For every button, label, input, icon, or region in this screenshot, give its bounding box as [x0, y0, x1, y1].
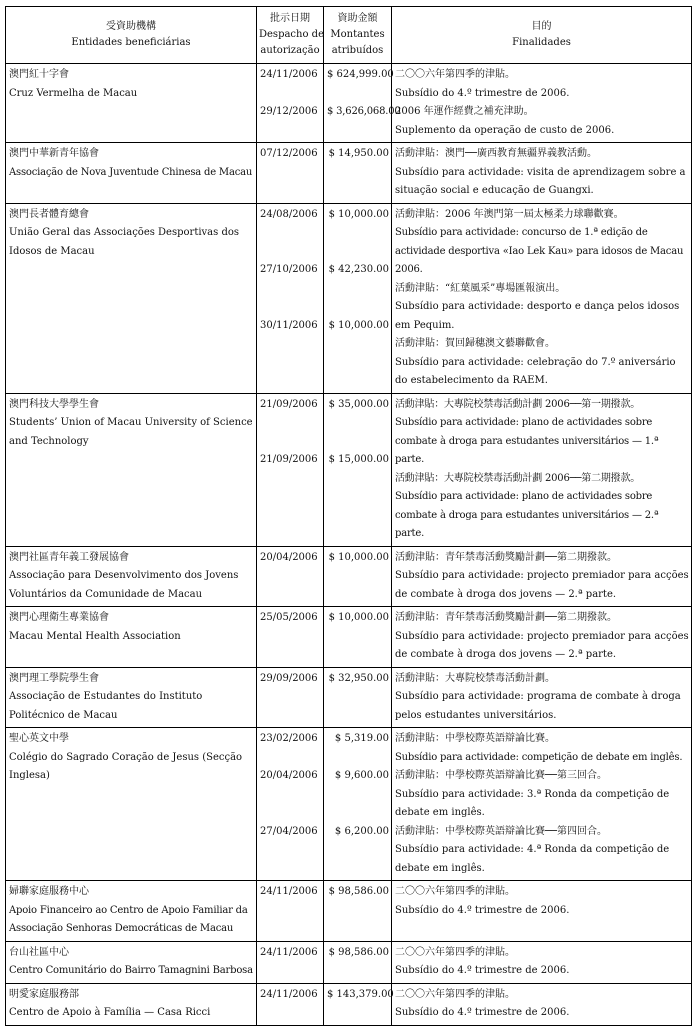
header-purpose-pt: Finalidades: [512, 37, 571, 48]
table-row: [6, 983, 692, 1025]
purpose-pt: Subsídio para actividade: 4.ª Ronda da competição de debate em inglês.: [395, 844, 670, 874]
date-cell: [257, 941, 324, 983]
table-row: [6, 607, 692, 668]
purpose-cell: [392, 607, 692, 668]
grants-table: [5, 6, 692, 1026]
purpose-pt: Subsídio do 4.º trimestre de 2006.: [395, 1007, 570, 1018]
date-cell: [257, 143, 324, 204]
amount-cell: [324, 546, 392, 607]
entity-cell: [6, 607, 257, 668]
purpose-pt: Subsídio para actividade: projecto premiador para acções de combate à droga dos jovens — 2.ª parte.: [395, 630, 689, 660]
purpose-cell: [392, 546, 692, 607]
table-header-row: [6, 7, 692, 64]
date-cell: [257, 546, 324, 607]
amount-cell: [324, 607, 392, 668]
grant-amount: $ 10,000.00: [328, 319, 389, 331]
grant-amount: $ 15,000.00: [328, 454, 389, 465]
grant-date: 21/09/2006: [260, 454, 318, 465]
header-amount: [324, 7, 392, 64]
entity-pt: Centro de Apoio à Família — Casa Ricci: [9, 1007, 211, 1018]
entity-pt: Associação para Desenvolvimento dos Jovens Voluntários da Comunidade de Macau: [9, 570, 239, 600]
amount-cell: [324, 728, 392, 881]
date-cell: [257, 667, 324, 728]
purpose-zh: 活動津貼：青年禁毒活動獎勵計劃──第二期撥款。: [395, 612, 618, 623]
table-row: [6, 393, 692, 546]
entity-pt: Associação de Estudantes do Instituto Politécnico de Macau: [9, 691, 203, 721]
amount-cell: [324, 64, 401, 143]
purpose-cell: [392, 881, 692, 942]
date-cell: [257, 881, 324, 942]
entity-zh: 台山社區中心: [9, 946, 69, 958]
header-date-zh: 批示日期: [270, 13, 310, 24]
entity-pt: União Geral das Associações Desportivas dos Idosos de Macau: [9, 227, 240, 257]
entity-cell: [6, 203, 257, 393]
grant-amount: $ 42,230.00: [328, 264, 389, 275]
purpose-cell: [392, 728, 692, 881]
purpose-zh: 活動津貼：大專院校禁毒活動計劃。: [395, 672, 555, 684]
amount-cell: [324, 941, 392, 983]
header-entity-pt: Entidades beneficiárias: [71, 37, 191, 48]
entity-zh: 澳門社區青年義工發展協會: [9, 551, 129, 563]
purpose-zh: 活動津貼：中學校際英語辯論比賽──第四回合。: [395, 825, 608, 837]
date-cell: [257, 607, 324, 668]
grant-date: 27/10/2006: [260, 264, 318, 275]
entity-cell: [6, 143, 257, 204]
amount-cell: [324, 983, 392, 1025]
entity-cell: [6, 546, 257, 607]
purpose-cell: [392, 203, 692, 393]
entity-cell: [6, 941, 257, 983]
entity-cell: [6, 881, 257, 942]
table-row: [6, 941, 692, 983]
purpose-pt: Subsídio para actividade: programa de combate à droga pelos estudantes universitários.: [395, 691, 681, 721]
purpose-pt: Subsídio do 4.º trimestre de 2006.: [395, 904, 570, 916]
purpose-zh: 活動津貼：“紅葉風采”專場匯報演出。: [395, 282, 566, 294]
purpose-cell: [392, 983, 692, 1025]
purpose-cell: [392, 393, 692, 546]
header-date-pt-2: autorização: [260, 45, 320, 56]
grant-amount: $ 98,586.00: [328, 886, 389, 897]
purpose-zh: 二〇〇六年第四季的津貼。: [395, 886, 515, 897]
purpose-cell: [392, 64, 692, 143]
purpose-pt: Subsídio do 4.º trimestre de 2006.: [395, 87, 570, 99]
purpose-pt: Subsídio para actividade: concurso de 1.ª edição de actividade desportiva «Iao Lek Kau» para idosos de Macau 2006.: [395, 227, 684, 275]
grant-amount: $ 10,000.00: [328, 612, 389, 623]
purpose-pt: Subsídio do 4.º trimestre de 2006.: [395, 965, 570, 976]
grant-date: 30/11/2006: [260, 319, 318, 331]
grant-date: 24/11/2006: [260, 946, 318, 958]
purpose-pt: Subsídio para actividade: plano de actividades sobre combate à droga para estudantes universitários — 2.ª parte.: [395, 491, 659, 539]
header-entity-zh: 受資助機構: [106, 21, 156, 32]
amount-cell: [324, 203, 392, 393]
table-row: [6, 64, 692, 143]
grant-amount: $ 32,950.00: [328, 672, 389, 684]
grant-date: 27/04/2006: [260, 825, 318, 837]
grant-date: 23/02/2006: [260, 733, 318, 744]
purpose-zh: 活動津貼：大專院校禁毒活動計劃 2006──第二期撥款。: [395, 472, 641, 484]
entity-pt: Macau Mental Health Association: [9, 630, 181, 642]
entity-pt: Students’ Union of Macau University of Science and Technology: [9, 417, 253, 447]
entity-zh: 澳門科技大學學生會: [9, 398, 99, 410]
entity-cell: [6, 983, 257, 1025]
purpose-zh: 二〇〇六年第四季的津貼。: [395, 988, 515, 1000]
grant-date: 24/11/2006: [260, 988, 318, 1000]
entity-pt: Centro Comunitário do Bairro Tamagnini Barbosa: [9, 965, 253, 976]
table-row: [6, 728, 692, 881]
purpose-pt: Subsídio para actividade: celebração do 7.º aniversário do estabelecimento da RAEM.: [395, 356, 676, 386]
purpose-pt: Subsídio para actividade: 3.ª Ronda da competição de debate em inglês.: [395, 788, 670, 818]
header-date-pt-1: Despacho de: [259, 29, 324, 40]
purpose-cell: [392, 143, 692, 204]
purpose-pt: Subsídio para actividade: projecto premiador para acções de combate à droga dos jovens — 2.ª parte.: [395, 570, 689, 600]
entity-zh: 聖心英文中學: [9, 733, 69, 744]
grant-amount: $ 10,000.00: [328, 208, 389, 220]
grant-date: 20/04/2006: [260, 770, 318, 781]
date-cell: [257, 64, 324, 143]
grant-amount: $ 5,319.00: [334, 733, 389, 744]
grant-amount: $ 10,000.00: [328, 551, 389, 563]
purpose-zh: 2006 年運作經費之補充津助。: [395, 106, 534, 117]
date-cell: [257, 393, 324, 546]
purpose-cell: [392, 667, 692, 728]
amount-cell: [324, 143, 392, 204]
date-cell: [257, 983, 324, 1025]
purpose-zh: 活動津貼：大專院校禁毒活動計劃 2006──第一期撥款。: [395, 398, 641, 410]
amount-cell: [324, 881, 392, 942]
table-row: [6, 546, 692, 607]
grant-amount: $ 6,200.00: [334, 825, 389, 837]
purpose-zh: 活動津貼：中學校際英語辯論比賽。: [395, 733, 555, 744]
table-row: [6, 667, 692, 728]
header-amount-pt-1: Montantes: [330, 29, 385, 40]
purpose-zh: 活動津貼：2006 年澳門第一屆太極柔力球聯歡賽。: [395, 208, 624, 220]
grant-amount: $ 35,000.00: [328, 398, 389, 410]
header-entity: [6, 7, 257, 64]
grant-amount: $ 14,950.00: [328, 148, 389, 159]
header-date: [257, 7, 324, 64]
grant-amount: $ 9,600.00: [334, 770, 389, 781]
entity-zh: 澳門紅十字會: [9, 69, 69, 80]
grant-date: 20/04/2006: [260, 551, 318, 563]
amount-cell: [324, 393, 392, 546]
header-purpose-zh: 目的: [531, 21, 552, 32]
grant-date: 24/11/2006: [260, 886, 318, 897]
purpose-zh: 二〇〇六年第四季的津貼。: [395, 946, 515, 958]
entity-pt: Associação de Nova Juventude Chinesa de Macau: [9, 166, 253, 178]
purpose-pt: Subsídio para actividade: plano de actividades sobre combate à droga para estudantes universitários — 1.ª parte.: [395, 417, 659, 465]
grant-amount: $ 624,999.00: [327, 69, 394, 80]
grant-date: 29/12/2006: [260, 106, 318, 117]
entity-cell: [6, 667, 257, 728]
table-row: [6, 203, 692, 393]
grant-amount: $ 143,379.00: [327, 988, 394, 1000]
date-cell: [257, 203, 324, 393]
purpose-zh: 二〇〇六年第四季的津貼。: [395, 69, 515, 80]
grant-date: 24/11/2006: [260, 69, 318, 80]
date-cell: [257, 728, 324, 881]
entity-cell: [6, 728, 257, 881]
table-row: [6, 143, 692, 204]
purpose-pt: Subsídio para actividade: competição de debate em inglês.: [395, 751, 683, 763]
header-amount-pt-2: atribuídos: [331, 45, 384, 56]
entity-cell: [6, 64, 257, 143]
purpose-zh: 活動津貼：中學校際英語辯論比賽──第三回合。: [395, 770, 608, 781]
purpose-zh: 活動津貼：賀回歸穗澳文藝聯歡會。: [395, 338, 555, 349]
grant-date: 21/09/2006: [260, 398, 318, 410]
entity-cell: [6, 393, 257, 546]
header-purpose: [392, 7, 692, 64]
purpose-pt: Suplemento da operação de custo de 2006.: [395, 124, 615, 136]
entity-zh: 澳門長者體育總會: [9, 208, 89, 220]
entity-pt: Cruz Vermelha de Macau: [9, 87, 138, 99]
entity-zh: 澳門中華新青年協會: [9, 148, 99, 159]
purpose-zh: 活動津貼：澳門──廣西教育無疆界義教活動。: [395, 148, 598, 159]
table-row: [6, 881, 692, 942]
grant-amount: $ 98,586.00: [328, 946, 389, 958]
entity-zh: 澳門理工學院學生會: [9, 672, 99, 684]
grant-date: 29/09/2006: [260, 672, 318, 684]
grant-date: 25/05/2006: [260, 612, 318, 623]
purpose-cell: [392, 941, 692, 983]
entity-zh: 澳門心理衛生專業協會: [9, 612, 109, 623]
purpose-pt: Subsídio para actividade: visita de aprendizagem sobre a situação social e educação de Guangxi.: [395, 166, 686, 196]
purpose-pt: Subsídio para actividade: desporto e dança pelos idosos em Pequim.: [395, 301, 680, 331]
grant-date: 07/12/2006: [260, 148, 318, 159]
entity-pt: Colégio do Sagrado Coração de Jesus (Secção Inglesa): [9, 751, 243, 781]
entity-zh: 明愛家庭服務部: [9, 988, 79, 1000]
amount-cell: [324, 667, 392, 728]
purpose-zh: 活動津貼：青年禁毒活動獎勵計劃──第二期撥款。: [395, 551, 618, 563]
entity-pt: Apoio Financeiro ao Centro de Apoio Familiar da Associação Senhoras Democráticas de Macau: [9, 904, 248, 934]
grant-amount: $ 3,626,068.00: [327, 106, 401, 117]
entity-zh: 婦聯家庭服務中心: [9, 886, 89, 897]
grant-date: 24/08/2006: [260, 208, 318, 220]
header-amount-zh: 資助金額: [337, 13, 378, 24]
